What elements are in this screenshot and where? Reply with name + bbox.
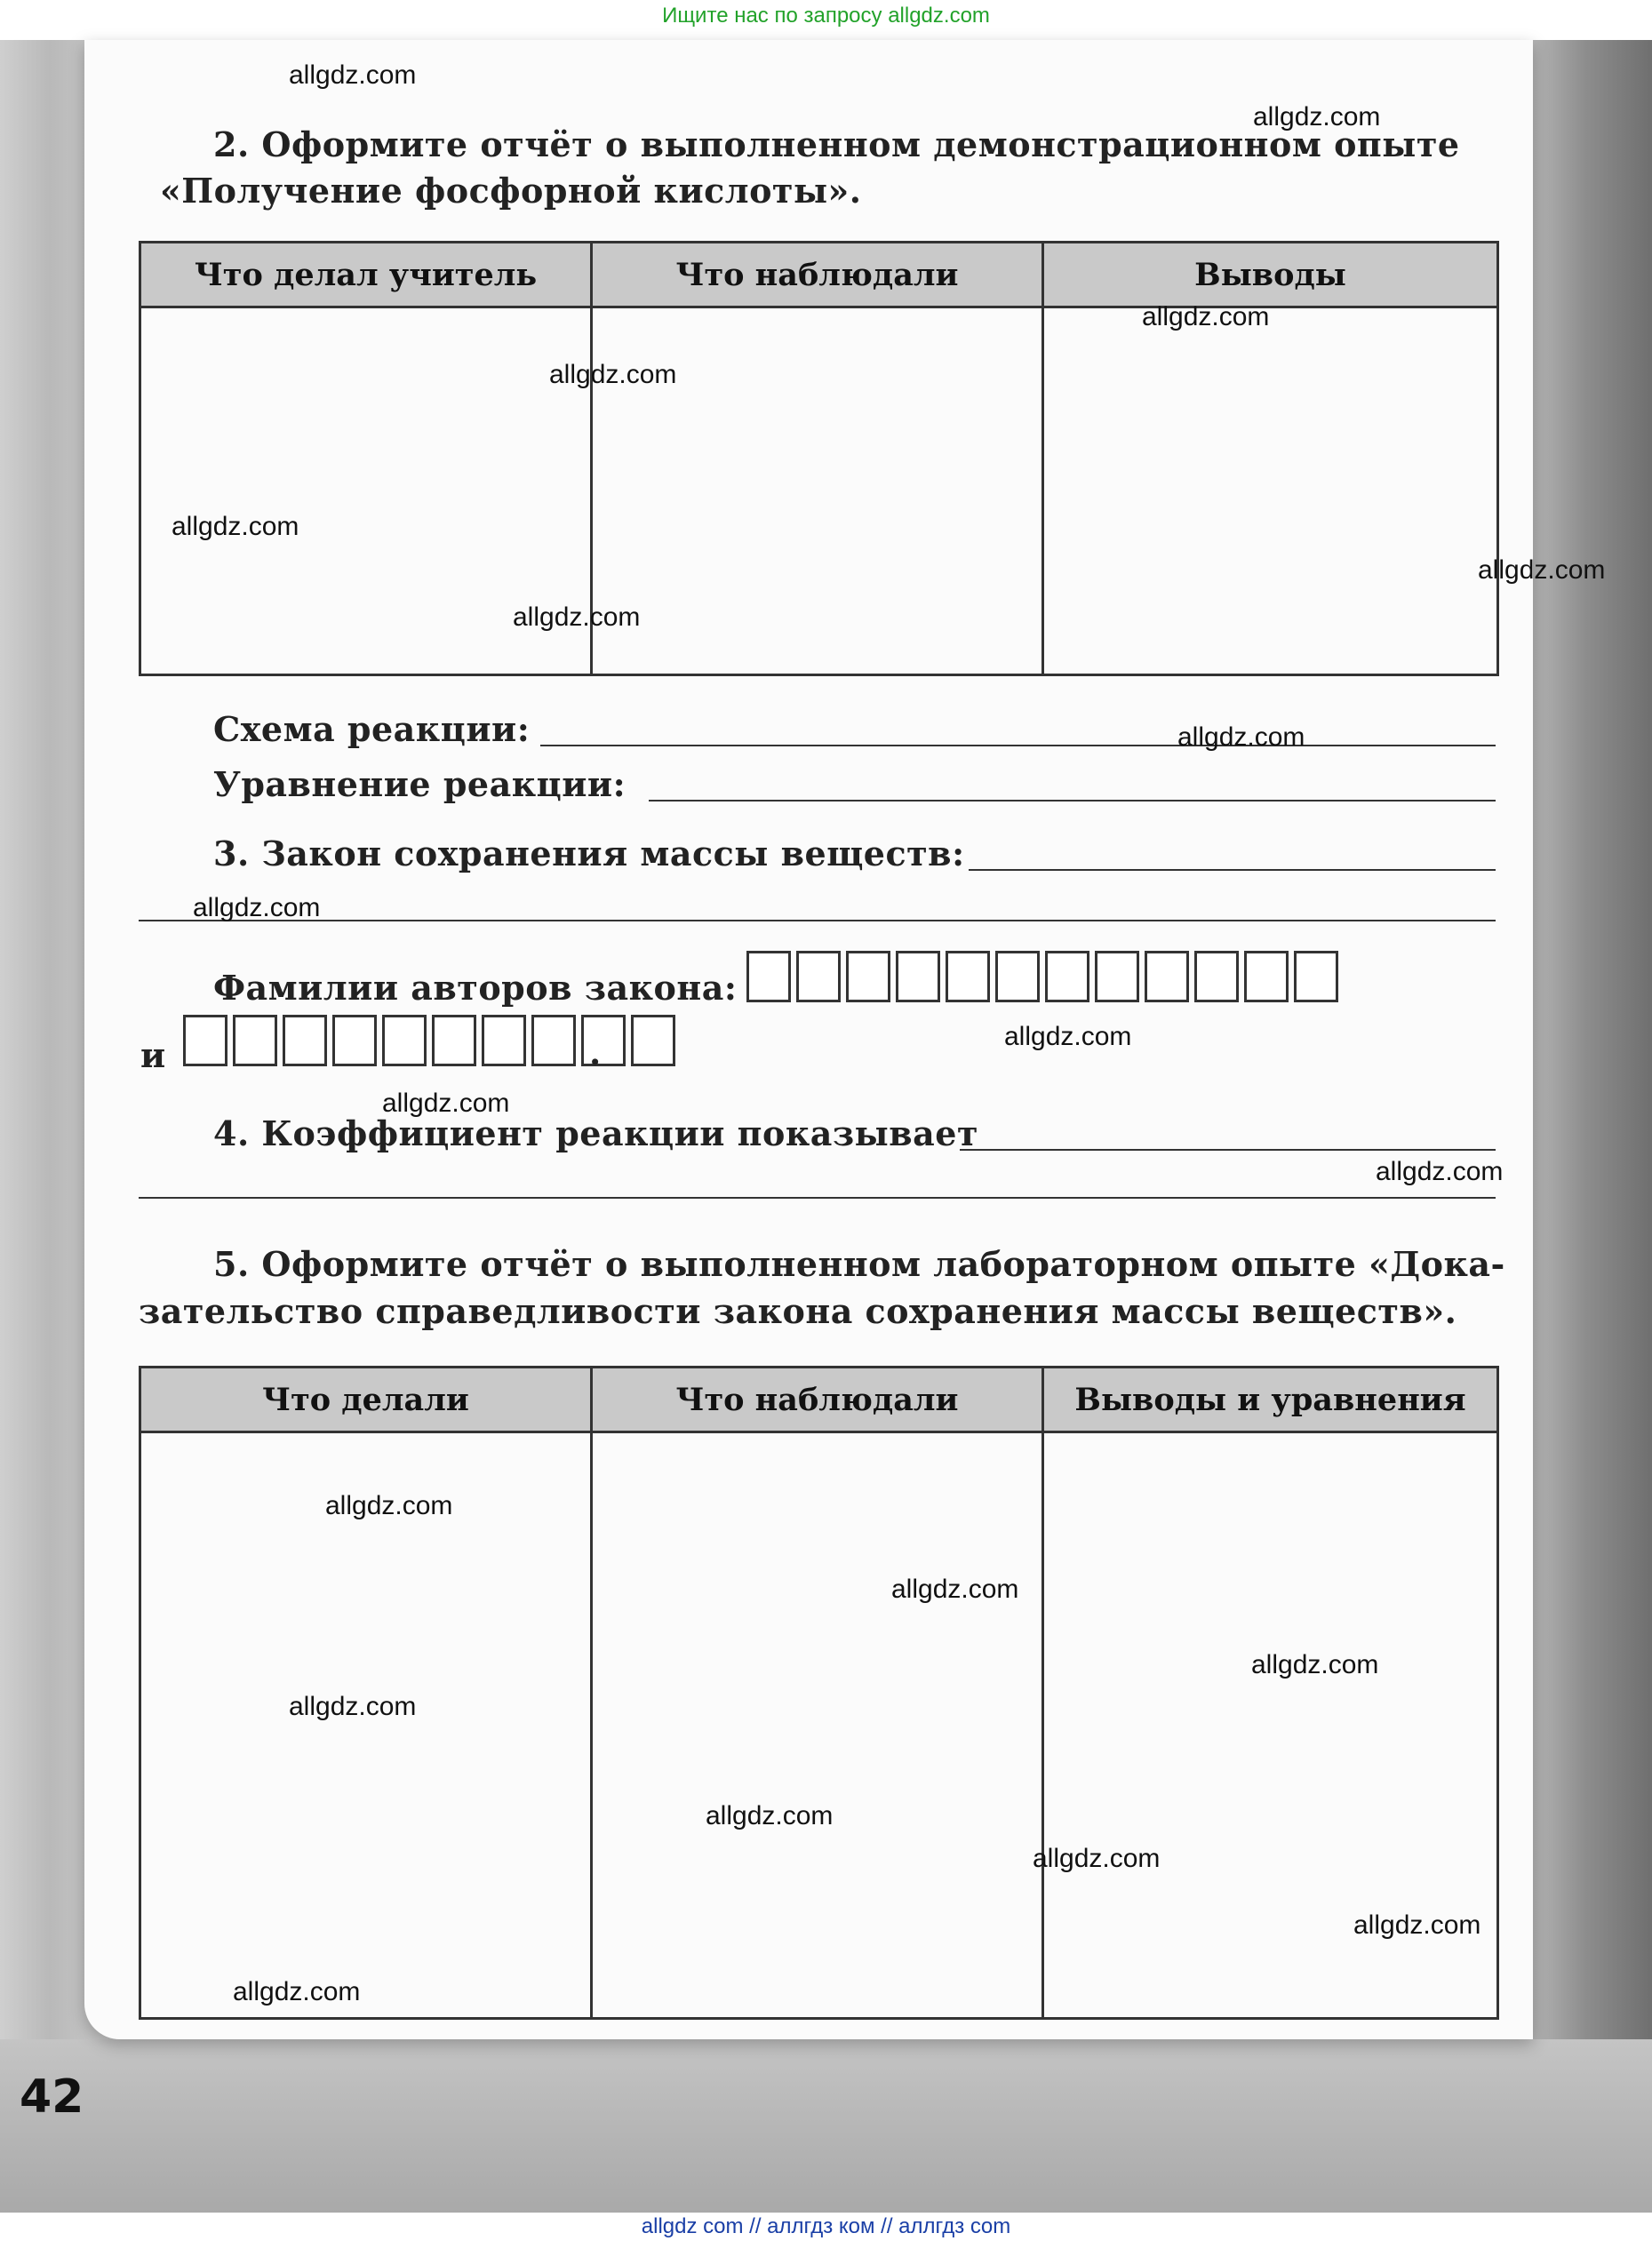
task4-answer-line-2[interactable] xyxy=(139,1197,1496,1199)
watermark: allgdz.com xyxy=(1251,1650,1379,1679)
watermark: allgdz.com xyxy=(1478,555,1606,585)
task2-report-table xyxy=(139,241,1499,676)
equation-label: Уравнение реакции: xyxy=(213,764,626,804)
watermark: allgdz.com xyxy=(193,893,321,922)
task2-line2: «Получение фосфорной кислоты». xyxy=(160,171,862,211)
watermark: allgdz.com xyxy=(1033,1844,1161,1873)
letter-box[interactable] xyxy=(796,951,841,1002)
letter-box[interactable] xyxy=(1244,951,1289,1002)
task3-text: 3. Закон сохранения массы веществ: xyxy=(213,833,965,873)
scheme-label: Схема реакции: xyxy=(213,709,531,749)
watermark: allgdz.com xyxy=(172,512,299,541)
letter-box[interactable] xyxy=(581,1015,626,1066)
watermark: allgdz.com xyxy=(1376,1157,1504,1186)
and-label: и xyxy=(140,1035,166,1075)
top-banner[interactable]: Ищите нас по запросу allgdz.com xyxy=(662,4,990,28)
task5-line2: зательство справедливости закона сохранения массы веществ». xyxy=(139,1291,1457,1331)
task2-header-teacher: Что делал учитель xyxy=(140,243,592,307)
task2-line1: 2. Оформите отчёт о выполненном демонстрационном опыте xyxy=(213,124,1460,164)
letter-box[interactable] xyxy=(746,951,791,1002)
letter-box[interactable] xyxy=(332,1015,377,1066)
watermark: allgdz.com xyxy=(289,1692,417,1721)
letter-box[interactable] xyxy=(482,1015,526,1066)
watermark: allgdz.com xyxy=(891,1575,1019,1604)
task2-header-conclusions: Выводы xyxy=(1043,243,1498,307)
task2-header-observed: Что наблюдали xyxy=(592,243,1043,307)
watermark: allgdz.com xyxy=(325,1491,453,1520)
letter-box[interactable] xyxy=(531,1015,576,1066)
letter-box[interactable] xyxy=(283,1015,327,1066)
letter-box[interactable] xyxy=(1294,951,1338,1002)
watermark: allgdz.com xyxy=(549,360,677,389)
letter-box[interactable] xyxy=(846,951,890,1002)
bottom-banner[interactable]: allgdz com // аллгдз ком // аллгдз com xyxy=(641,2214,1011,2238)
letter-box[interactable] xyxy=(233,1015,277,1066)
watermark: allgdz.com xyxy=(1253,102,1381,132)
task2-cell-conclusions[interactable] xyxy=(1043,307,1498,675)
authors-label: Фамилии авторов закона: xyxy=(213,968,738,1008)
watermark: allgdz.com xyxy=(1353,1910,1481,1940)
task5-line1: 5. Оформите отчёт о выполненном лабораторном опыте «Дока- xyxy=(213,1244,1505,1284)
authors-period: . xyxy=(589,1033,602,1073)
scheme-answer-line[interactable] xyxy=(540,745,1496,746)
letter-box[interactable] xyxy=(1095,951,1139,1002)
watermark: allgdz.com xyxy=(513,602,641,632)
task5-header-observed: Что наблюдали xyxy=(592,1368,1043,1432)
watermark: allgdz.com xyxy=(1177,722,1305,752)
letter-box[interactable] xyxy=(1194,951,1239,1002)
task3-answer-line-2[interactable] xyxy=(139,920,1496,921)
page-number: 42 xyxy=(20,2070,84,2124)
letter-box[interactable] xyxy=(432,1015,476,1066)
scan-bottom-strip xyxy=(0,2039,1652,2213)
task5-header-conclusions: Выводы и уравнения xyxy=(1043,1368,1498,1432)
letter-box[interactable] xyxy=(946,951,990,1002)
author1-letter-boxes[interactable] xyxy=(746,951,1344,1002)
task5-header-did: Что делали xyxy=(140,1368,592,1432)
letter-box[interactable] xyxy=(631,1015,675,1066)
letter-box[interactable] xyxy=(1045,951,1089,1002)
watermark: allgdz.com xyxy=(1004,1022,1132,1051)
equation-answer-line[interactable] xyxy=(649,800,1496,802)
watermark: allgdz.com xyxy=(289,60,417,90)
author2-letter-boxes[interactable] xyxy=(183,1015,681,1066)
task5-cell-observed[interactable] xyxy=(592,1432,1043,2019)
letter-box[interactable] xyxy=(896,951,940,1002)
letter-box[interactable] xyxy=(183,1015,227,1066)
watermark: allgdz.com xyxy=(233,1977,361,2006)
watermark: allgdz.com xyxy=(706,1801,834,1830)
letter-box[interactable] xyxy=(1145,951,1189,1002)
task3-answer-line-1[interactable] xyxy=(969,869,1496,871)
task4-answer-line-1[interactable] xyxy=(960,1149,1496,1151)
task4-text: 4. Коэффициент реакции показывает xyxy=(213,1113,978,1153)
letter-box[interactable] xyxy=(382,1015,427,1066)
watermark: allgdz.com xyxy=(382,1089,510,1118)
letter-box[interactable] xyxy=(995,951,1040,1002)
watermark: allgdz.com xyxy=(1142,302,1270,331)
